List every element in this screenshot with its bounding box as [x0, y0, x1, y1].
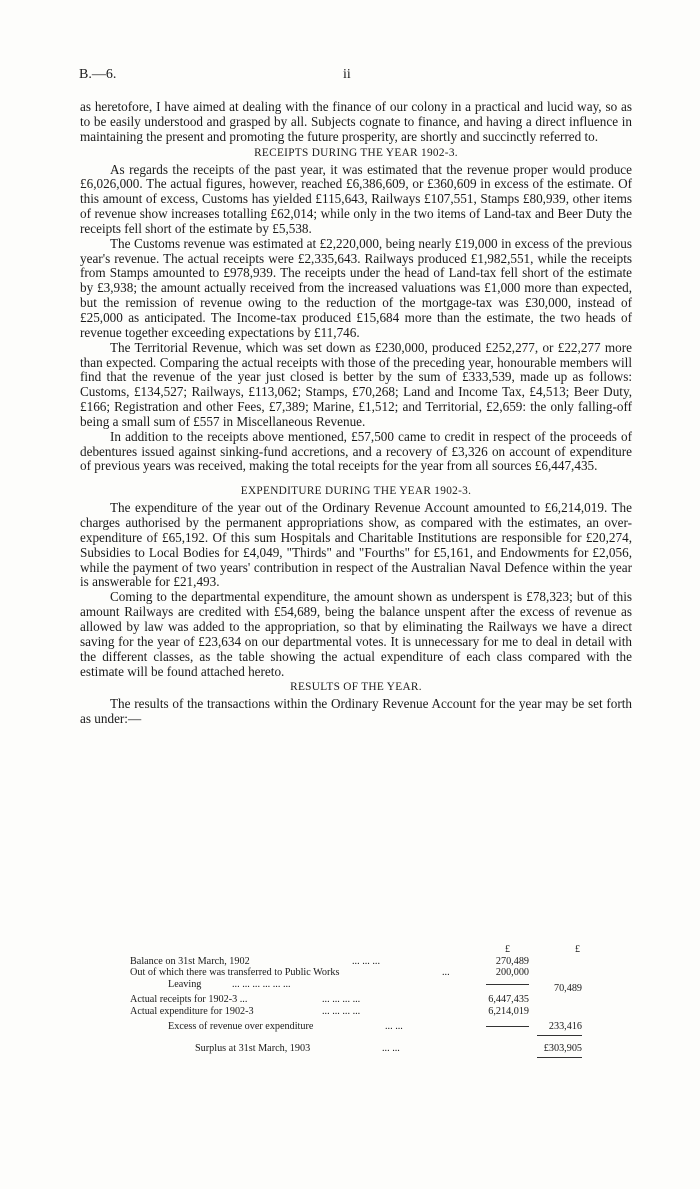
results-table: [80, 944, 632, 1059]
row-label: Leaving: [168, 978, 202, 990]
table-row: [80, 967, 632, 979]
table-row: [80, 1043, 632, 1055]
row-label: Surplus at 31st March, 1903: [195, 1043, 311, 1055]
row-leader-dots: ... ... ... ...: [322, 994, 361, 1006]
row-label: Balance on 31st March, 1902: [130, 955, 250, 967]
table-row: [80, 978, 632, 994]
row-value-col1: 6,214,019: [488, 1005, 529, 1017]
column-header-2: £: [575, 944, 580, 955]
document-code: B.—6.: [79, 67, 117, 82]
page-number: ii: [343, 67, 351, 82]
row-value-col2: 70,489: [553, 982, 582, 994]
receipts-paragraph-2: The Customs revenue was estimated at £2,220,000, being nearly £19,000 in excess of the previous year's revenue. The actual receipts were £2,335,643. Railways produced £1,982,551, while the receipts from Stamps amounted to £978,939. The receipts under the head of Land-tax fell short of the estimate by £3,938; the amount actually received from the increased valuations was £1,000 more than expected, but the remission of revenue owing to the reduction of the mortgage-tax was £30,000, instead of £25,000 as anticipated. The Income-tax produced £15,684 more than the estimate, the two heads of revenue together exceeding expectations by £11,746.: [80, 235, 632, 340]
expenditure-heading: EXPENDITURE DURING THE YEAR 1902-3.: [240, 485, 472, 498]
subtotal-rule: [486, 1026, 529, 1027]
row-leader-dots: ... ... ... ...: [322, 1005, 361, 1017]
table-row: [80, 994, 632, 1006]
receipts-paragraph-4: In addition to the receipts above mentioned, £57,500 came to credit in respect of the proceeds of debentures issued against sinking-fund accretions, and a recovery of £3,326 on account of expenditure of previous years was received, making the total receipts for the year from all sources £6,447,435.: [80, 428, 632, 474]
receipts-paragraph-3: The Territorial Revenue, which was set down as £230,000, produced £252,277, or £22,277 more than expected. Comparing the actual receipts with those of the preceding year, honourable members will find that the revenue of the year just closed is better by the sum of £333,539, made up as follows: Customs, £134,527; Railways, £113,062; Stamps, £70,268; Land and Income Tax, £4,513; Beer Duty, £166; Registration and other Fees, £7,389; Marine, £1,512; and Territorial, £2,659: the only falling-off being a small sum of £557 in Miscellaneous Revenue.: [80, 339, 632, 429]
table-row: [80, 956, 632, 968]
row-leader-dots: ...: [442, 967, 450, 979]
row-leader-dots: ... ...: [382, 1043, 400, 1055]
column-header-1: £: [505, 944, 510, 955]
receipts-paragraph-1: As regards the receipts of the past year, it was estimated that the revenue proper would produce £6,026,000. The actual figures, however, reached £6,386,609, or £360,609 in excess of the estimate. Of this amount of excess, Customs has yielded £115,643, Railways £107,551, Stamps £80,939, other items of revenue show increases totalling £62,014; while only in the two items of Land-tax and Beer Duty the receipts fell short of the estimate by £5,538.: [80, 161, 632, 236]
subtotal-rule: [486, 984, 529, 985]
row-value-col1: 200,000: [495, 967, 529, 979]
table-header-row: [80, 944, 632, 956]
results-paragraph: The results of the transactions within the Ordinary Revenue Account for the year may be set forth as under:—: [80, 696, 632, 727]
row-label: Actual expenditure for 1902-3: [130, 1005, 254, 1017]
row-leader-dots: ... ... ...: [352, 955, 381, 967]
row-label: Actual receipts for 1902-3 ...: [130, 994, 248, 1006]
row-leader-dots: ... ...: [385, 1020, 403, 1032]
body-text: [80, 100, 632, 727]
total-rule: [537, 1035, 582, 1036]
expenditure-paragraph-1: The expenditure of the year out of the Ordinary Revenue Account amounted to £6,214,019. The charges authorised by the permanent appropriations show, as compared with the estimates, an over-expenditure of £65,192. Of this sum Hospitals and Charitable Institutions are responsible for £20,274, Subsidies to Local Bodies for £4,049, "Thirds" and "Fourths" for £5,161, and Endowments for £2,056, while the payment of two years' contribution in respect of the Australian Naval Defence within the year is answerable for £21,493.: [80, 500, 632, 590]
row-value-col1: 6,447,435: [488, 994, 529, 1006]
row-label: Excess of revenue over expenditure: [168, 1020, 314, 1032]
row-value-col2: 233,416: [548, 1020, 582, 1032]
row-value-col2: £303,905: [543, 1043, 582, 1055]
table-row: [80, 1021, 632, 1033]
intro-paragraph: as heretofore, I have aimed at dealing with the finance of our colony in a practical and lucid way, so as to be easily understood and grasped by all. Subjects cognate to finance, and having a direct influence in maintaining the present and promoting the future prosperity, are shortly and succinctly referred to.: [80, 99, 632, 144]
row-leader-dots: ... ... ... ... ... ...: [232, 978, 291, 990]
results-heading: RESULTS OF THE YEAR.: [290, 681, 422, 694]
table-row: [80, 1006, 632, 1018]
receipts-heading: RECEIPTS DURING THE YEAR 1902-3.: [254, 146, 458, 159]
final-rule: [537, 1057, 582, 1058]
row-value-col1: 270,489: [495, 955, 529, 967]
row-label: Out of which there was transferred to Public Works: [130, 967, 340, 979]
expenditure-paragraph-2: Coming to the departmental expenditure, the amount shown as underspent is £78,323; but of this amount Railways are credited with £54,689, being the balance unspent after the excess of revenue as allowed by law was added to the appropriation, so that by eliminating the Railways we have a direct saving for the year of £23,634 on our departmental votes. It is unnecessary for me to deal in detail with the different classes, as the table showing the actual expenditure of each class compared with the estimate will be found attached hereto.: [80, 589, 632, 679]
